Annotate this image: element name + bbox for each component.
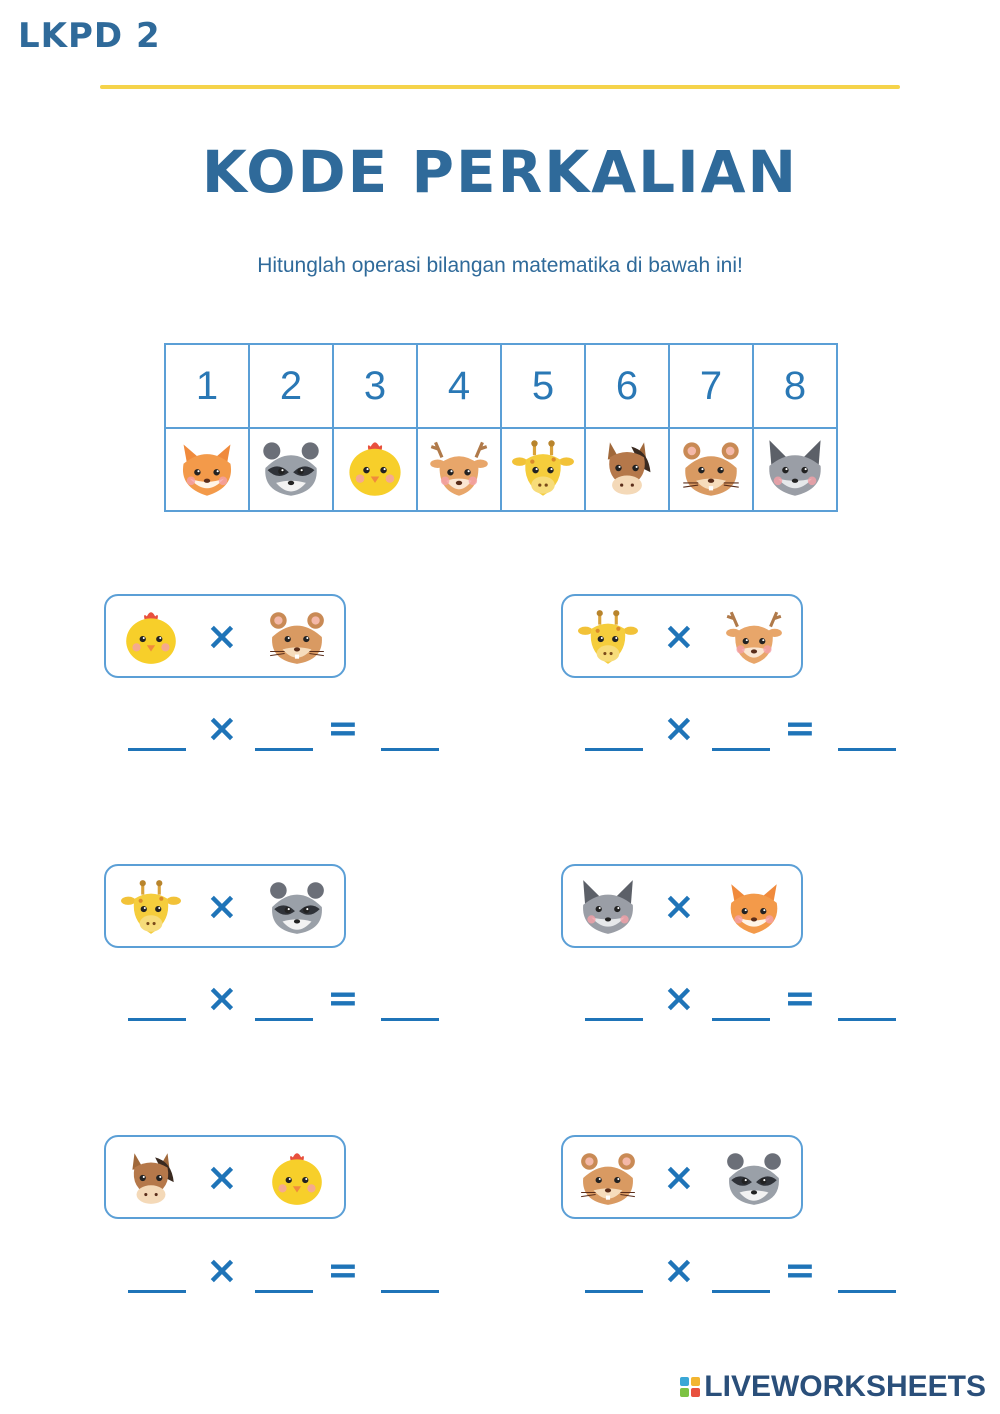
answer-blank-result[interactable] xyxy=(838,748,896,751)
times-symbol: × xyxy=(663,614,695,658)
key-number-4: 4 xyxy=(417,344,501,428)
key-number-6: 6 xyxy=(585,344,669,428)
key-animal-cell xyxy=(333,428,417,511)
key-number-1: 1 xyxy=(165,344,249,428)
header-divider xyxy=(100,85,900,89)
instructions: Hitunglah operasi bilangan matematika di bawah ini! xyxy=(257,254,743,277)
problem-4-card xyxy=(561,864,803,948)
horse-icon xyxy=(595,436,659,500)
raccoon-icon xyxy=(723,1147,785,1209)
answer-blank-second[interactable] xyxy=(255,1018,313,1021)
answer-blank-result[interactable] xyxy=(838,1290,896,1293)
answer-blank-second[interactable] xyxy=(712,1018,770,1021)
equals-symbol: = xyxy=(784,976,816,1020)
hamster-icon xyxy=(679,436,743,500)
answer-blank-result[interactable] xyxy=(381,1290,439,1293)
key-animal-cell xyxy=(585,428,669,511)
wolf-icon xyxy=(763,436,827,500)
wolf-icon xyxy=(577,876,639,938)
chick-icon xyxy=(266,1147,328,1209)
answer-blank-second[interactable] xyxy=(712,1290,770,1293)
equals-symbol: = xyxy=(327,976,359,1020)
problem-4-answer-row xyxy=(585,970,905,1030)
key-animal-cell xyxy=(753,428,837,511)
times-symbol: × xyxy=(206,1248,238,1292)
key-animal-cell xyxy=(249,428,333,511)
deer-icon xyxy=(723,606,785,668)
hamster-icon xyxy=(266,606,328,668)
worksheet-label: LKPD 2 xyxy=(18,16,161,56)
times-symbol: × xyxy=(206,1155,238,1199)
problem-5-card xyxy=(104,1135,346,1219)
key-number-7: 7 xyxy=(669,344,753,428)
answer-blank-second[interactable] xyxy=(255,1290,313,1293)
fox-icon xyxy=(175,436,239,500)
equals-symbol: = xyxy=(327,706,359,750)
raccoon-icon xyxy=(259,436,323,500)
times-symbol: × xyxy=(663,706,695,750)
answer-blank-first[interactable] xyxy=(585,1018,643,1021)
times-symbol: × xyxy=(663,1248,695,1292)
times-symbol: × xyxy=(206,884,238,928)
answer-blank-result[interactable] xyxy=(381,1018,439,1021)
equals-symbol: = xyxy=(327,1248,359,1292)
problem-1-card xyxy=(104,594,346,678)
answer-blank-first[interactable] xyxy=(128,748,186,751)
equals-symbol: = xyxy=(784,706,816,750)
times-symbol: × xyxy=(663,976,695,1020)
giraffe-icon xyxy=(577,606,639,668)
key-number-5: 5 xyxy=(501,344,585,428)
answer-blank-first[interactable] xyxy=(585,748,643,751)
problem-5-answer-row xyxy=(128,1242,448,1302)
answer-blank-result[interactable] xyxy=(838,1018,896,1021)
problem-3-card xyxy=(104,864,346,948)
key-number-8: 8 xyxy=(753,344,837,428)
key-animal-cell xyxy=(669,428,753,511)
chick-icon xyxy=(120,606,182,668)
answer-blank-second[interactable] xyxy=(712,748,770,751)
fox-icon xyxy=(723,876,785,938)
key-number-2: 2 xyxy=(249,344,333,428)
problem-3-answer-row xyxy=(128,970,448,1030)
answer-blank-result[interactable] xyxy=(381,748,439,751)
page-title: KODE PERKALIAN xyxy=(201,138,799,206)
key-animal-cell xyxy=(501,428,585,511)
giraffe-icon xyxy=(120,876,182,938)
equals-symbol: = xyxy=(784,1248,816,1292)
times-symbol: × xyxy=(663,1155,695,1199)
times-symbol: × xyxy=(206,706,238,750)
liveworksheets-logo-icon xyxy=(680,1377,700,1397)
answer-blank-first[interactable] xyxy=(585,1290,643,1293)
hamster-icon xyxy=(577,1147,639,1209)
answer-blank-first[interactable] xyxy=(128,1018,186,1021)
deer-icon xyxy=(427,436,491,500)
problem-6-answer-row xyxy=(585,1242,905,1302)
raccoon-icon xyxy=(266,876,328,938)
problem-6-card xyxy=(561,1135,803,1219)
code-key-table xyxy=(164,343,838,512)
key-animal-cell xyxy=(417,428,501,511)
times-symbol: × xyxy=(206,614,238,658)
key-number-3: 3 xyxy=(333,344,417,428)
problem-2-card xyxy=(561,594,803,678)
chick-icon xyxy=(343,436,407,500)
liveworksheets-brand xyxy=(680,1370,986,1404)
problem-1-answer-row xyxy=(128,700,448,760)
answer-blank-second[interactable] xyxy=(255,748,313,751)
horse-icon xyxy=(120,1147,182,1209)
problem-2-answer-row xyxy=(585,700,905,760)
brand-name: LIVEWORKSHEETS xyxy=(704,1370,986,1403)
giraffe-icon xyxy=(511,436,575,500)
key-animal-cell xyxy=(165,428,249,511)
times-symbol: × xyxy=(663,884,695,928)
answer-blank-first[interactable] xyxy=(128,1290,186,1293)
times-symbol: × xyxy=(206,976,238,1020)
